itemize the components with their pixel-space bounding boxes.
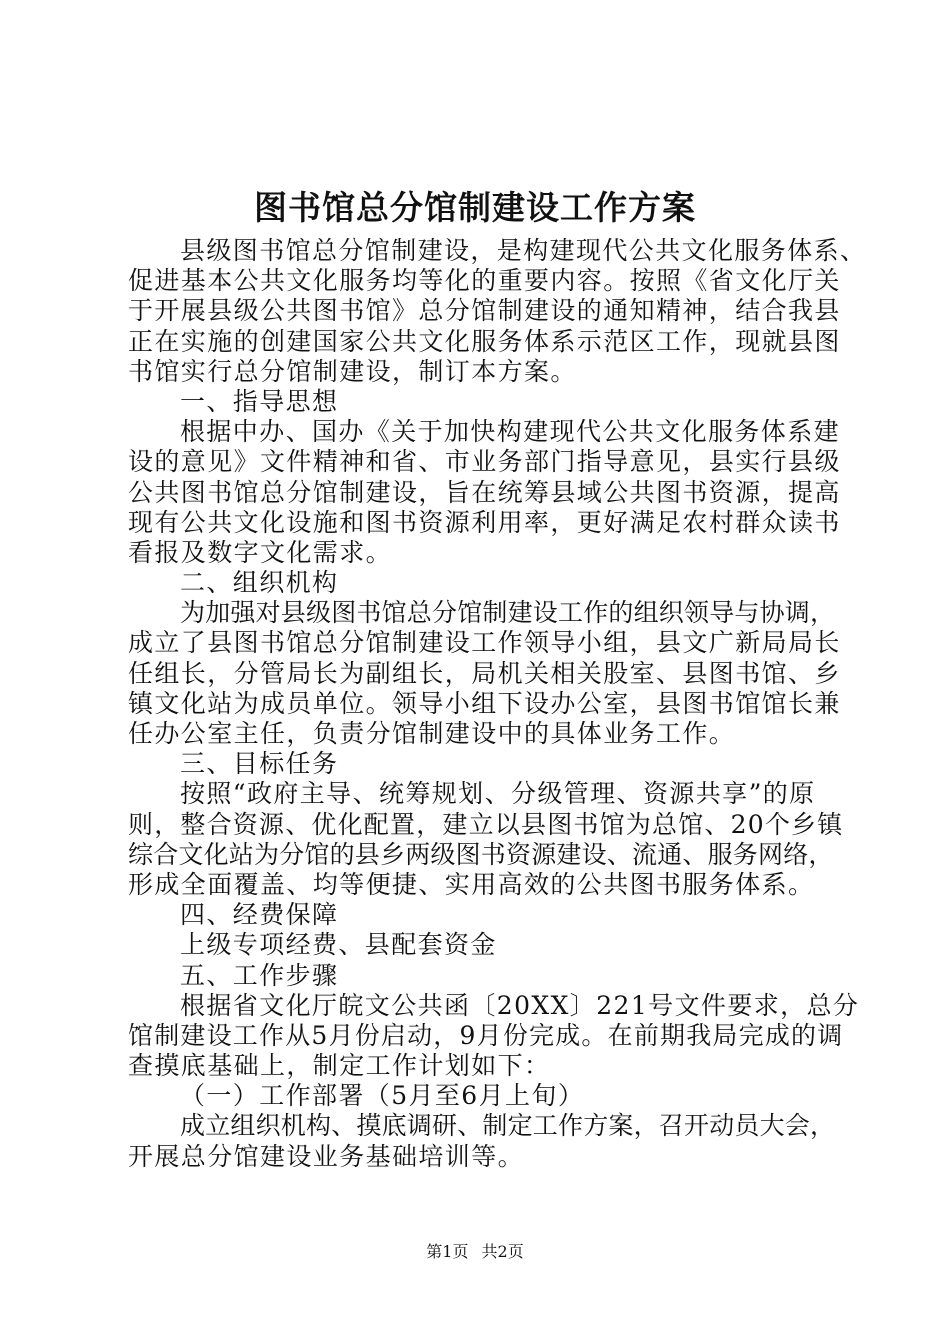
paragraph-line: 看报及数字文化需求。: [128, 537, 393, 567]
subsection-heading: （一）工作部署（5月至6月上旬）: [180, 1081, 585, 1111]
paragraph-line: 公共图书馆总分馆制建设，旨在统筹县域公共图书资源，提高: [128, 477, 841, 507]
paragraph-line: 开展总分馆建设业务基础培训等。: [128, 1141, 525, 1171]
paragraph-line: 按照“政府主导、统筹规划、分级管理、资源共享”的原: [180, 779, 816, 809]
page-total: 共2页: [481, 1242, 524, 1261]
paragraph-line: 馆制建设工作从5月份启动，9月份完成。在前期我局完成的调: [128, 1020, 844, 1050]
paragraph-line: 则，整合资源、优化配置，建立以县图书馆为总馆、20个乡镇: [128, 809, 844, 839]
paragraph-line: 成立了县图书馆总分馆制建设工作领导小组，县文广新局局长: [128, 628, 841, 658]
page-number: 第1页: [426, 1242, 469, 1261]
paragraph-line: 上级专项经费、县配套资金: [180, 930, 497, 960]
document-title: 图书馆总分馆制建设工作方案: [254, 188, 696, 227]
paragraph-line: 书馆实行总分馆制建设，制订本方案。: [128, 356, 577, 386]
paragraph-line: 综合文化站为分馆的县乡两级图书资源建设、流通、服务网络，: [128, 839, 834, 869]
paragraph-line: 现有公共文化设施和图书资源利用率，更好满足农村群众读书: [128, 507, 841, 537]
paragraph-line: 于开展县级公共图书馆》总分馆制建设的通知精神，结合我县: [128, 296, 841, 326]
paragraph-line: 根据中办、国办《关于加快构建现代公共文化服务体系建: [180, 417, 841, 447]
paragraph-line: 设的意见》文件精神和省、市业务部门指导意见，县实行县级: [128, 447, 841, 477]
section-heading: 五、工作步骤: [180, 960, 339, 990]
page-footer: [0, 1240, 950, 1264]
paragraph-line: 县级图书馆总分馆制建设，是构建现代公共文化服务体系、: [180, 236, 867, 265]
paragraph-line: 镇文化站为成员单位。领导小组下设办公室，县图书馆馆长兼: [128, 688, 841, 718]
paragraph-line: 为加强对县级图书馆总分馆制建设工作的组织领导与协调，: [180, 598, 836, 628]
section-heading: 四、经费保障: [180, 900, 339, 930]
paragraph-line: 促进基本公共文化服务均等化的重要内容。按照《省文化厅关: [128, 266, 841, 296]
section-heading: 一、指导思想: [180, 386, 339, 416]
document-body: [128, 236, 867, 1172]
paragraph-line: 任办公室主任，负责分馆制建设中的具体业务工作。: [128, 719, 736, 748]
paragraph-line: 根据省文化厅皖文公共函〔20XX〕221号文件要求，总分: [180, 990, 860, 1020]
section-heading: 三、目标任务: [180, 749, 339, 779]
paragraph-line: 查摸底基础上，制定工作计划如下：: [128, 1051, 551, 1081]
paragraph-line: 正在实施的创建国家公共文化服务体系示范区工作，现就县图: [128, 326, 841, 356]
section-heading: 二、组织机构: [180, 568, 339, 598]
paragraph-line: 形成全面覆盖、均等便捷、实用高效的公共图书服务体系。: [128, 869, 815, 899]
paragraph-line: 成立组织机构、摸底调研、制定工作方案，召开动员大会，: [180, 1111, 836, 1141]
paragraph-line: 任组长，分管局长为副组长，局机关相关股室、县图书馆、乡: [128, 658, 841, 688]
